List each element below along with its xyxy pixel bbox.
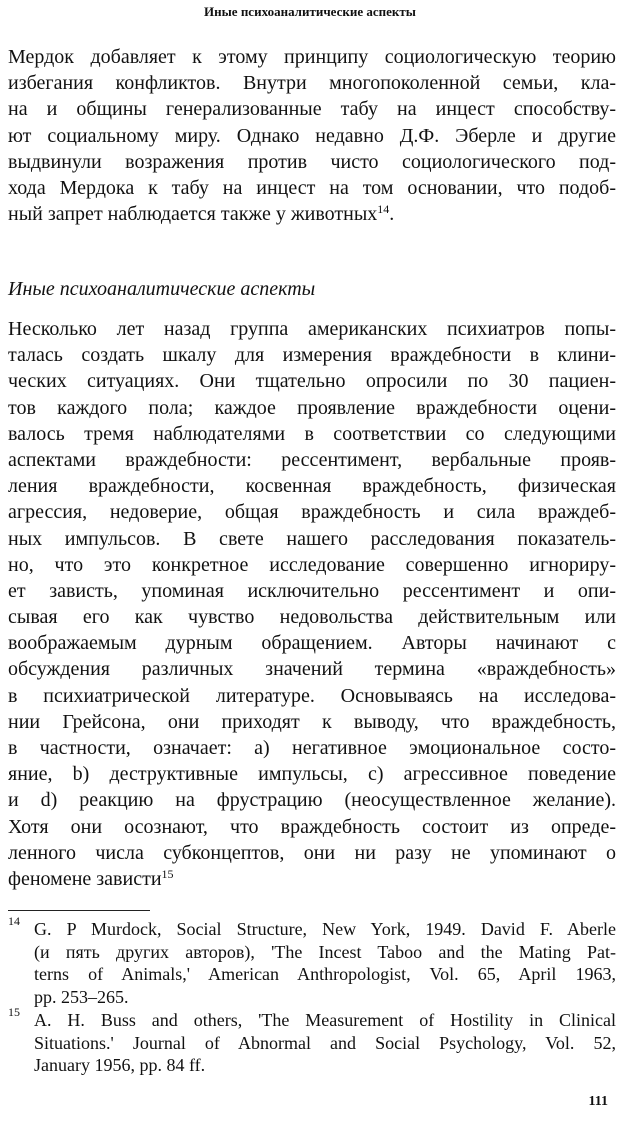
text-line: выдвинули возражения против чисто социологического под- (8, 150, 616, 173)
text-line: яние, b) деструктивные импульсы, с) агрессивное поведение (8, 763, 616, 786)
running-head: Иные психоаналитические аспекты (204, 4, 416, 19)
footnote-ref-15: 15 (161, 866, 174, 881)
text-line: Хотя они осознают, что враждебность состоит из опреде- (8, 815, 616, 838)
text-line: в психиатрической литературе. Основываясь на исследова- (8, 684, 616, 707)
footnote-number: 15 (8, 1005, 20, 1019)
text-line: ют социальному миру. Однако недавно Д.Ф. Эберле и другие (8, 124, 616, 147)
footnote-number: 14 (8, 914, 20, 928)
footnote-line: A. H. Buss and others, 'The Measurement of Hostility in Clinical (34, 1010, 616, 1030)
text-line: хода Мердока к табу на инцест на том основании, что подоб- (8, 176, 616, 199)
footnote-line: Situations.' Journal of Abnormal and Social Psychology, Vol. 52, (34, 1032, 616, 1053)
text-line: Несколько лет назад группа американских психиатров попы- (8, 318, 616, 340)
text-line: воображаемым дурным обращением. Авторы начинают с (8, 632, 616, 655)
page-number: 111 (588, 1094, 608, 1109)
footnote-ref-14: 14 (377, 202, 390, 217)
text-line: сывая его как чувство недовольства действительным или (8, 606, 616, 629)
text-line: избегания конфликтов. Внутри многопоколенной семьи, кла- (8, 72, 616, 95)
footnote-line: G. P Murdock, Social Structure, New York, 1949. David F. Aberle (34, 919, 616, 939)
paragraph-2 (8, 316, 616, 892)
text-line-content: ный запрет наблюдается также у животных (8, 203, 378, 226)
text-line: талась создать шкалу для измерения враждебности в клини- (8, 344, 616, 367)
text-line (8, 201, 616, 227)
paragraph-1 (8, 44, 616, 227)
text-line: ных импульсов. В свете нашего расследования показатель- (8, 527, 616, 550)
text-line: но, что это конкретное исследование совершенно игнориру- (8, 553, 616, 576)
text-line: ления враждебности, косвенная враждебность, физическая (8, 475, 616, 498)
text-line: на и общины генерализованные табу на инцест способству- (8, 98, 616, 121)
text-line: в частности, означает: а) негативное эмоциональное состо- (8, 737, 616, 759)
footnote-line: (и пять других авторов), 'The Incest Taboo and the Mating Pat- (34, 941, 616, 962)
text-line: Мердок добавляет к этому принципу социологическую теорию (8, 46, 616, 68)
text-line: нии Грейсона, они приходят к выводу, что враждебность, (8, 710, 616, 733)
footnote-line: pp. 253–265. (34, 987, 129, 1008)
text-line (8, 866, 616, 892)
text-line: агрессия, недоверие, общая враждебность и сила враждеб- (8, 501, 616, 524)
text-line: и d) реакцию на фрустрацию (неосуществленное желание). (8, 789, 616, 812)
text-line: ет зависть, упоминая исключительно рессентимент и опи- (8, 579, 616, 602)
footnote-line: terns of Animals,' American Anthropologist, Vol. 65, April 1963, (34, 964, 616, 985)
section-heading: Иные психоаналитические аспекты (8, 278, 316, 300)
text-line: валось тремя наблюдателями в соответствии со следующими (8, 422, 616, 445)
footnote-line: January 1956, pp. 84 ff. (34, 1055, 206, 1076)
text-line: ленного числа субконцептов, они ни разу не упоминают о (8, 841, 616, 864)
footnote-text (34, 918, 616, 1009)
text-line: ческих ситуациях. Они тщательно опросили по 30 пациен- (8, 370, 616, 393)
footnote-separator (8, 910, 150, 911)
text-line: аспектами враждебности: рессентимент, вербальные прояв- (8, 448, 616, 471)
footnote-text (34, 1009, 616, 1077)
text-line: обсуждения различных значений термина «враждебность» (8, 658, 616, 681)
text-line: тов каждого пола; каждое проявление враждебности оцени- (8, 396, 616, 419)
sentence-end: . (389, 203, 395, 226)
text-line-content: феномене зависти (8, 867, 162, 890)
